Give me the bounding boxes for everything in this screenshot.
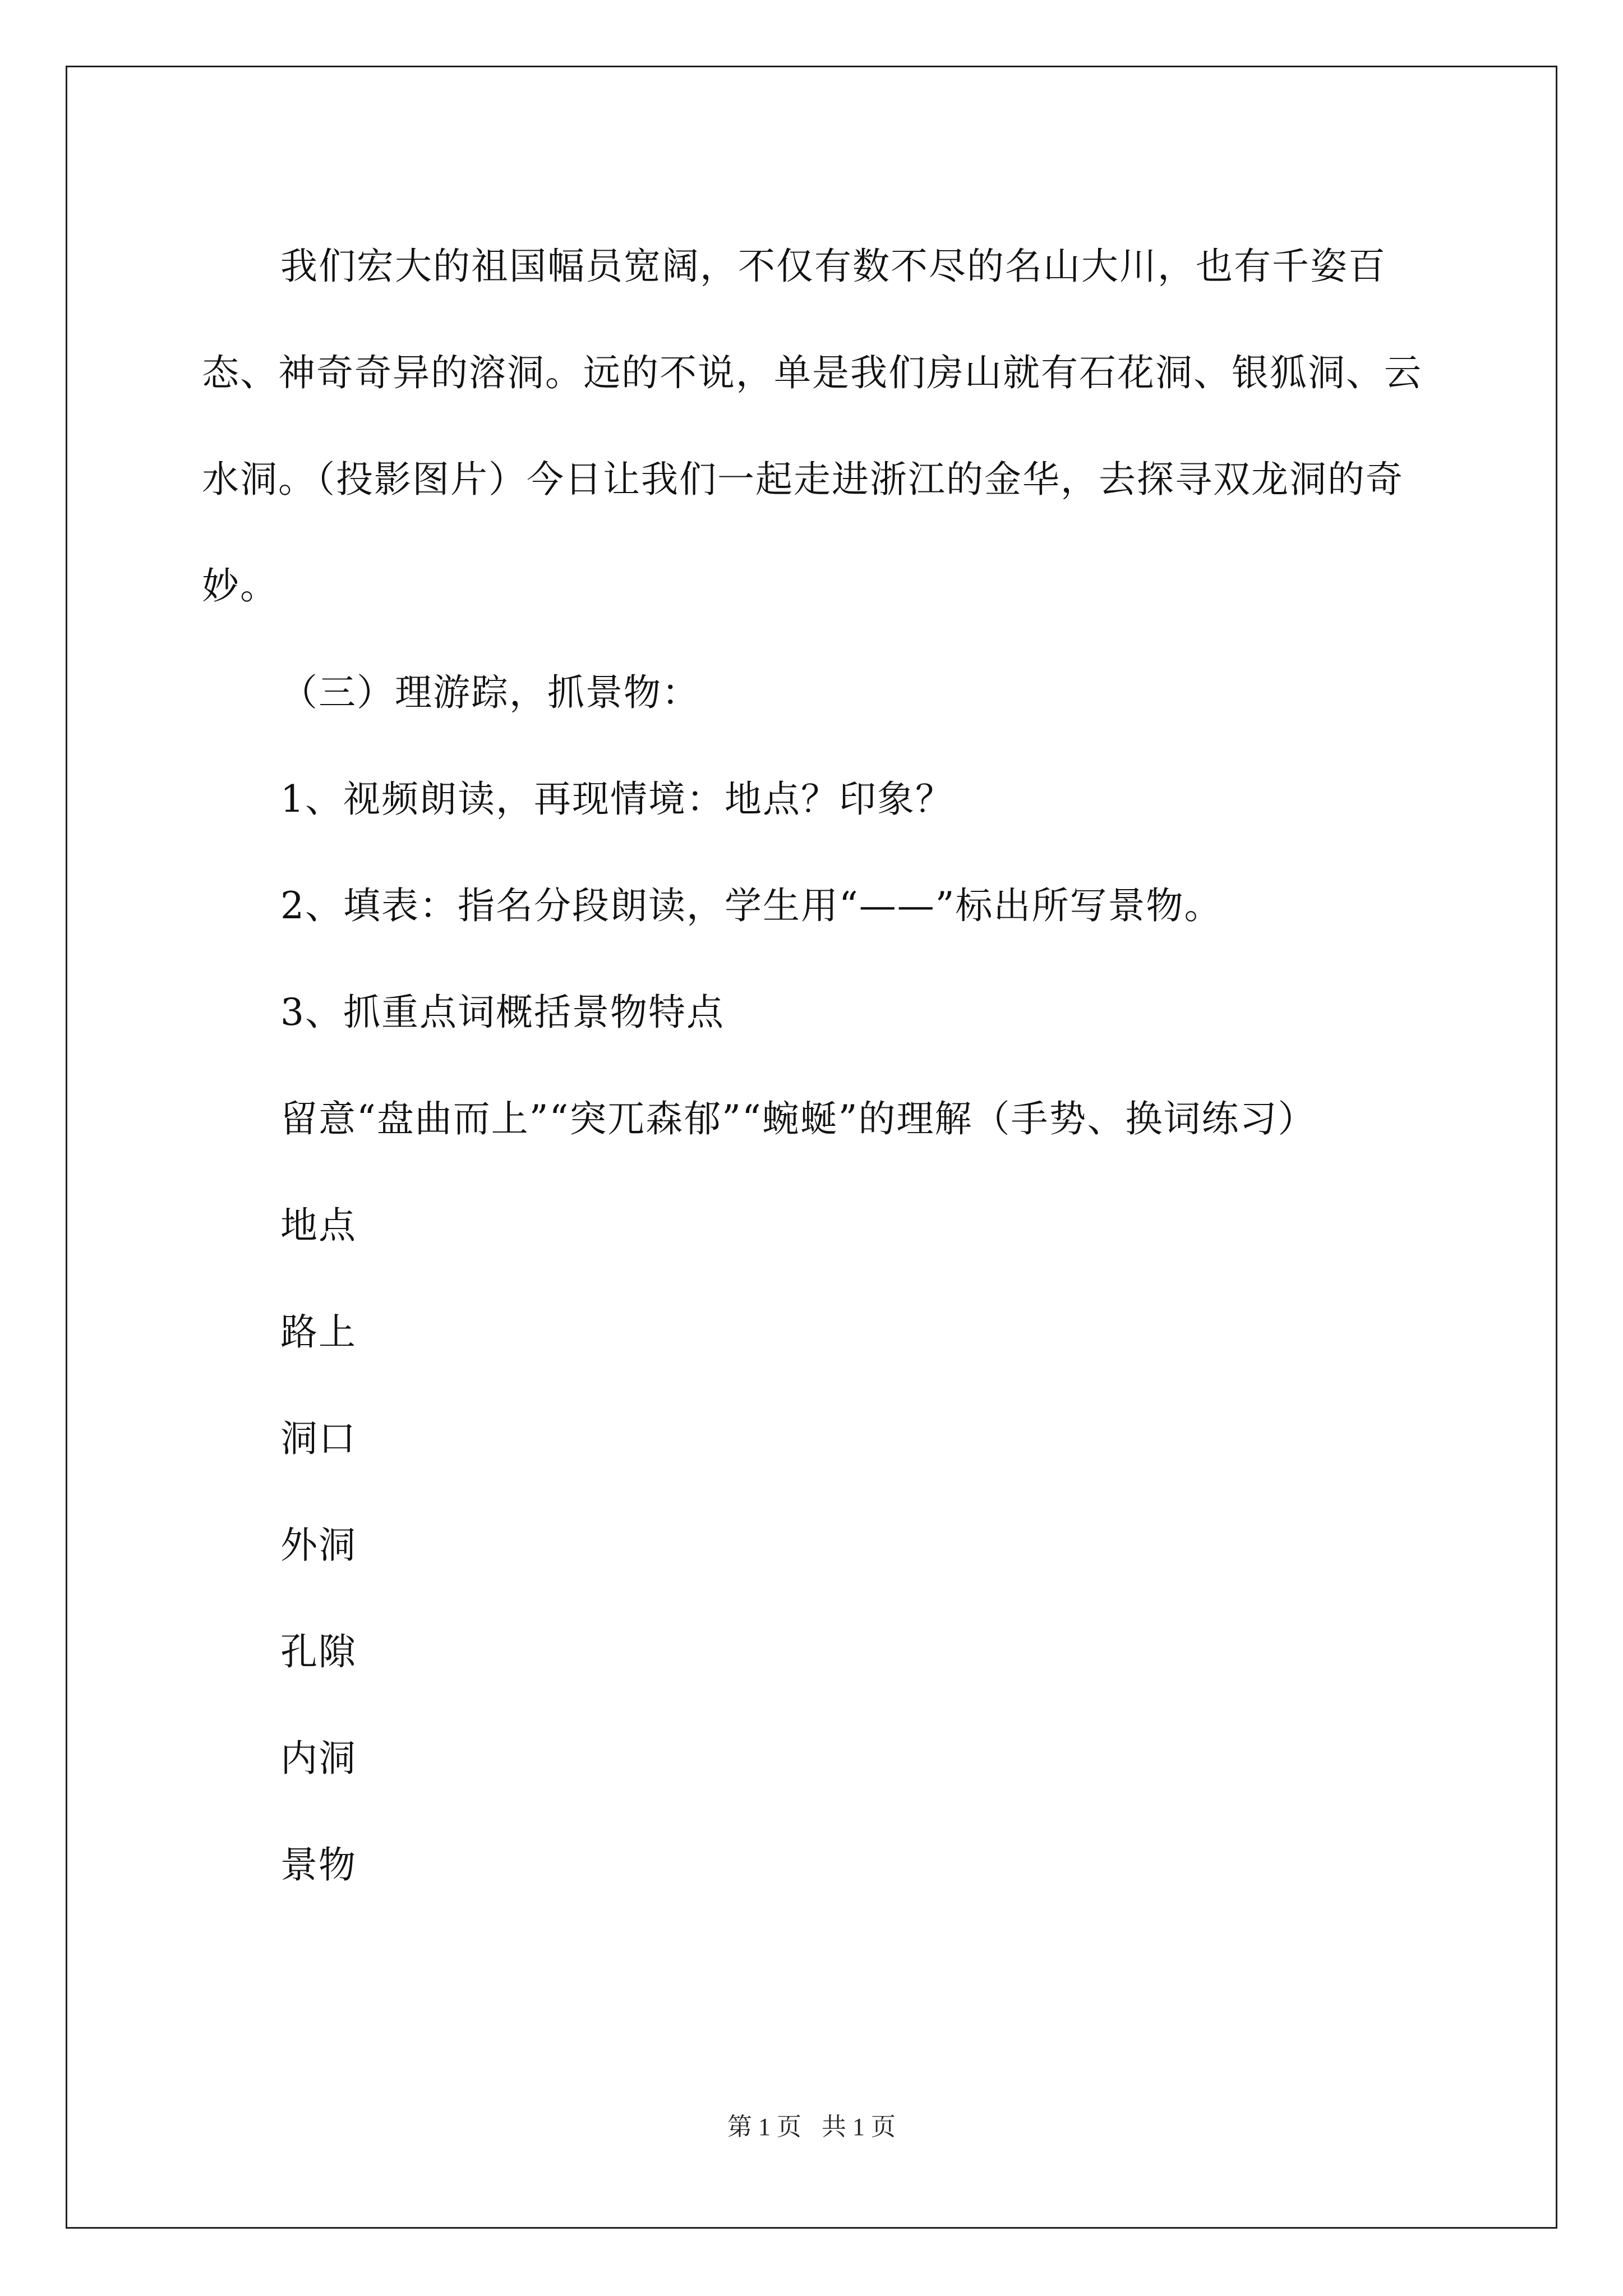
page-total: 共 1 页: [822, 2113, 896, 2141]
section-heading: （三）理游踪，抓景物：: [280, 671, 700, 714]
table-row-label: 路上: [280, 1310, 357, 1354]
table-row-label: 内洞: [280, 1737, 357, 1780]
paragraph-note: 留意“盘曲而上”“突兀森郁”“蜿蜒”的理解（手势、换词练习）: [280, 1097, 1316, 1140]
page-footer: [0, 2106, 1623, 2142]
list-item: 1、视频朗读，再现情境：地点？印象？: [280, 777, 953, 821]
page-number: 第 1 页: [727, 2113, 801, 2141]
table-row-label: 外洞: [280, 1524, 357, 1567]
table-row-label: 洞口: [280, 1417, 357, 1460]
list-item: 3、抓重点词概括景物特点: [280, 991, 725, 1034]
paragraph-intro: 我们宏大的祖国幅员宽阔，不仅有数不尽的名山大川，也有千姿百态、神奇奇异的溶洞。远的不说，单是我们房山就有石花洞、银狐洞、云水洞。（投影图片）今日让我们一起走进浙江的金华，去探寻双龙洞的奇妙。: [202, 245, 1422, 608]
table-row-label: 景物: [280, 1843, 357, 1887]
table-row-label: 地点: [280, 1204, 357, 1247]
list-item: 2、填表：指名分段朗读，学生用“——”标出所写景物。: [280, 884, 1223, 927]
document-body: [202, 213, 1436, 1918]
table-row-label: 孔隙: [280, 1630, 357, 1673]
